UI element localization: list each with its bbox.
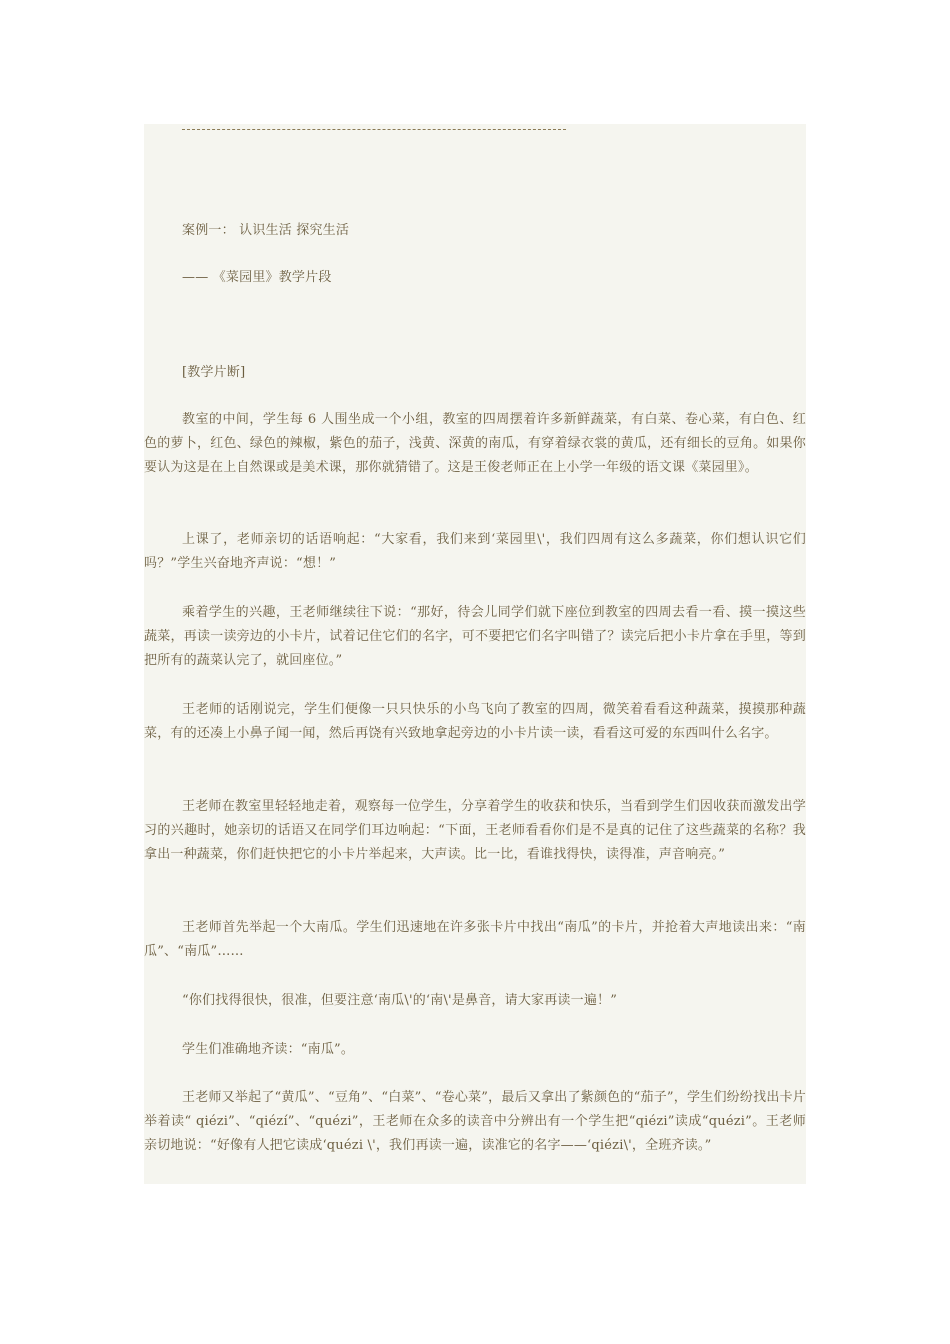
dashed-divider <box>182 129 566 130</box>
paragraph-4: 王老师的话刚说完，学生们便像一只只快乐的小鸟飞向了教室的四周，微笑着看看这种蔬菜，摸摸那种蔬菜，有的还凑上小鼻子闻一闻，然后再饶有兴致地拿起旁边的小卡片读一读，看看这可爱的东西叫什么名字。 <box>144 702 806 741</box>
paragraph-6: 王老师首先举起一个大南瓜。学生们迅速地在许多张卡片中找出“南瓜”的卡片，并抢着大声地读出来：“南瓜”、“南瓜”…… <box>144 920 806 959</box>
paragraph-3: 乘着学生的兴趣，王老师继续往下说：“那好，待会儿同学们就下座位到教室的四周去看一看、摸一摸这些蔬菜，再读一读旁边的小卡片，试着记住它们的名字，可不要把它们名字叫错了？读完后把小卡片拿在手里，等到把所有的蔬菜认完了，就回座位。” <box>144 605 806 668</box>
paragraph-8: 学生们准确地齐读：“南瓜”。 <box>182 1042 355 1057</box>
paragraph-1: 教室的中间，学生每 6 人围坐成一个小组，教室的四周摆着许多新鲜蔬菜，有白菜、卷心菜，有白色、红色的萝卜，红色、绿色的辣椒，紫色的茄子，浅黄、深黄的南瓜，有穿着绿衣裳的黄瓜，还有细长的豆角。如果你要认为这是在上自然课或是美术课，那你就猜错了。这是王俊老师正在上小学一年级的语文课《菜园里》。 <box>144 412 806 475</box>
paragraph-9: 王老师又举起了“黄瓜”、“豆角”、“白菜”、“卷心菜”，最后又拿出了紫颜色的“茄子”，学生们纷纷找出卡片举着读“ qiézi”、“qiézí”、“quézi”，王老师在众多的读音中分辨出有一个学生把“qiézi”读成“quézi”。王老师亲切地说：“好像有人把它读成‘quézi \'，我们再读一遍，读准它的名字——‘qiézi\'，全班齐读。” <box>144 1090 806 1153</box>
paragraph-5: 王老师在教室里轻轻地走着，观察每一位学生，分享着学生的收获和快乐，当看到学生们因收获而激发出学习的兴趣时，她亲切的话语又在同学们耳边响起：“下面，王老师看看你们是不是真的记住了这些蔬菜的名称？我拿出一种蔬菜，你们赶快把它的小卡片举起来，大声读。比一比，看谁找得快，读得准，声音响亮。” <box>144 799 806 862</box>
section-label: [教学片断] <box>182 365 246 380</box>
document-page <box>144 124 806 1184</box>
case-title: 案例一： 认识生活 探究生活 <box>182 223 350 238</box>
subtitle: —— 《菜园里》教学片段 <box>182 270 332 285</box>
paragraph-2: 上课了，老师亲切的话语响起：“大家看，我们来到‘菜园里\'，我们四周有这么多蔬菜，你们想认识它们吗？”学生兴奋地齐声说：“想！” <box>144 532 806 571</box>
paragraph-7: “你们找得很快，很准，但要注意‘南瓜\'的‘南\'是鼻音，请大家再读一遍！” <box>182 993 618 1008</box>
